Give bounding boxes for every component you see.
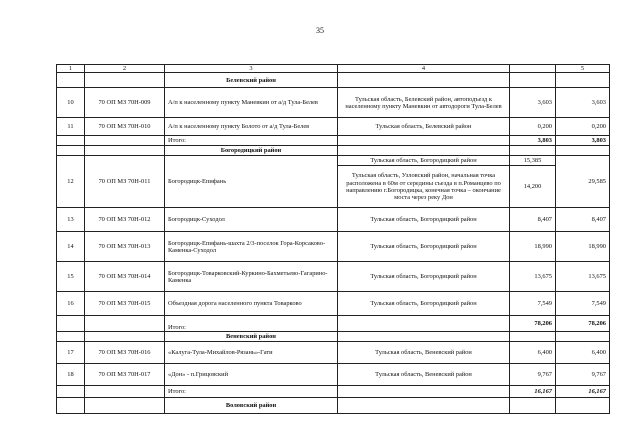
subtotal-total: 16,167 [556, 386, 610, 398]
section-row [57, 398, 610, 414]
section-title: Веневский район [165, 332, 338, 342]
road-total: 18,990 [556, 232, 610, 262]
road-total: 0,200 [556, 118, 610, 136]
subtotal-row [57, 136, 610, 146]
road-total: 9,767 [556, 364, 610, 386]
section-row [57, 73, 610, 88]
road-total: 13,675 [556, 262, 610, 292]
row-number: 13 [57, 208, 85, 232]
road-location: Тульская область, Белевский район, автоподъезд к населенному пункту Маневкин от автодороги Тула-Белев [338, 88, 510, 118]
row-number: 11 [57, 118, 85, 136]
road-location: Тульская область, Богородицкий район [338, 208, 510, 232]
road-name: «Калуга-Тула-Михайлов-Рязань»-Гати [165, 342, 338, 364]
row-number: 18 [57, 364, 85, 386]
table-row [57, 156, 610, 166]
road-name: А/п к населенному пункту Маневкин от а/д Тула-Белев [165, 88, 338, 118]
subtotal-label: Итого: [165, 316, 338, 332]
table-header-row [57, 65, 610, 73]
subtotal-label: Итого: [165, 386, 338, 398]
subtotal-row [57, 386, 610, 398]
subtotal-length: 3,803 [510, 136, 556, 146]
road-length: 14,200 [510, 166, 556, 208]
road-length: 3,603 [510, 88, 556, 118]
road-location: Тульская область, Веневский район [338, 364, 510, 386]
header-cell: 2 [85, 65, 165, 73]
road-code: 70 ОП МЗ 70Н-013 [85, 232, 165, 262]
road-code: 70 ОП МЗ 70Н-010 [85, 118, 165, 136]
table-row [57, 208, 610, 232]
section-title: Воловский район [165, 398, 338, 414]
road-name: Богородицк-Суходол [165, 208, 338, 232]
road-location: Тульская область, Богородицкий район [338, 292, 510, 316]
table-row [57, 262, 610, 292]
road-code: 70 ОП МЗ 70Н-011 [85, 156, 165, 208]
road-length: 0,200 [510, 118, 556, 136]
table-row [57, 342, 610, 364]
road-code: 70 ОП МЗ 70Н-009 [85, 88, 165, 118]
roads-table [56, 64, 610, 414]
road-name: Богородицк-Епифань-шахта 2/3-поселок Гора-Корсаково-Каменка-Суходол [165, 232, 338, 262]
road-location: Тульская область, Узловский район, начальная точка расположена в 60м от середины съезда в п.Романцево по направлению г.Богородицка, конечная точка – окончание моста через реку Дон [338, 166, 510, 208]
road-total: 29,585 [556, 156, 610, 208]
road-length: 13,675 [510, 262, 556, 292]
header-cell: 1 [57, 65, 85, 73]
road-total: 7,549 [556, 292, 610, 316]
row-number: 14 [57, 232, 85, 262]
road-code: 70 ОП МЗ 70Н-015 [85, 292, 165, 316]
road-code: 70 ОП МЗ 70Н-016 [85, 342, 165, 364]
road-code: 70 ОП МЗ 70Н-017 [85, 364, 165, 386]
road-name: Объездная дорога населенного пункта Товарково [165, 292, 338, 316]
road-location: Тульская область, Белевский район [338, 118, 510, 136]
road-code: 70 ОП МЗ 70Н-014 [85, 262, 165, 292]
road-length: 9,767 [510, 364, 556, 386]
row-number: 16 [57, 292, 85, 316]
road-name: Богородицк-Епифань [165, 156, 338, 208]
road-location: Тульская область, Богородицкий район [338, 156, 510, 166]
section-row [57, 146, 610, 156]
subtotal-length: 16,167 [510, 386, 556, 398]
road-length: 8,407 [510, 208, 556, 232]
row-number: 10 [57, 88, 85, 118]
row-number: 15 [57, 262, 85, 292]
road-name: А/п к населенному пункту Болото от а/д Тула-Белев [165, 118, 338, 136]
road-location: Тульская область, Богородицкий район [338, 232, 510, 262]
row-number: 12 [57, 156, 85, 208]
road-length: 18,990 [510, 232, 556, 262]
road-location: Тульская область, Веневский район [338, 342, 510, 364]
road-total: 3,603 [556, 88, 610, 118]
road-total: 8,407 [556, 208, 610, 232]
subtotal-length: 78,206 [510, 316, 556, 332]
road-length: 15,385 [510, 156, 556, 166]
road-code: 70 ОП МЗ 70Н-012 [85, 208, 165, 232]
table-row [57, 232, 610, 262]
road-total: 6,400 [556, 342, 610, 364]
page-number: 35 [316, 26, 324, 35]
table-row [57, 292, 610, 316]
table-row [57, 364, 610, 386]
table-row [57, 118, 610, 136]
subtotal-row [57, 316, 610, 332]
road-length: 7,549 [510, 292, 556, 316]
road-name: Богородицк-Товарковский-Куркино-Бахметьево-Гагарино-Каменка [165, 262, 338, 292]
road-length: 6,400 [510, 342, 556, 364]
section-title: Белевский район [165, 73, 338, 88]
subtotal-label: Итого: [165, 136, 338, 146]
header-cell: 5 [556, 65, 610, 73]
section-row [57, 332, 610, 342]
subtotal-total: 78,206 [556, 316, 610, 332]
section-title: Богородицкий район [165, 146, 338, 156]
road-location: Тульская область, Богородицкий район [338, 262, 510, 292]
header-cell: 3 [165, 65, 338, 73]
row-number: 17 [57, 342, 85, 364]
road-name: «Дон» - п.Грицовский [165, 364, 338, 386]
table-row [57, 88, 610, 118]
header-cell: 4 [338, 65, 510, 73]
subtotal-total: 3,803 [556, 136, 610, 146]
header-cell [510, 65, 556, 73]
